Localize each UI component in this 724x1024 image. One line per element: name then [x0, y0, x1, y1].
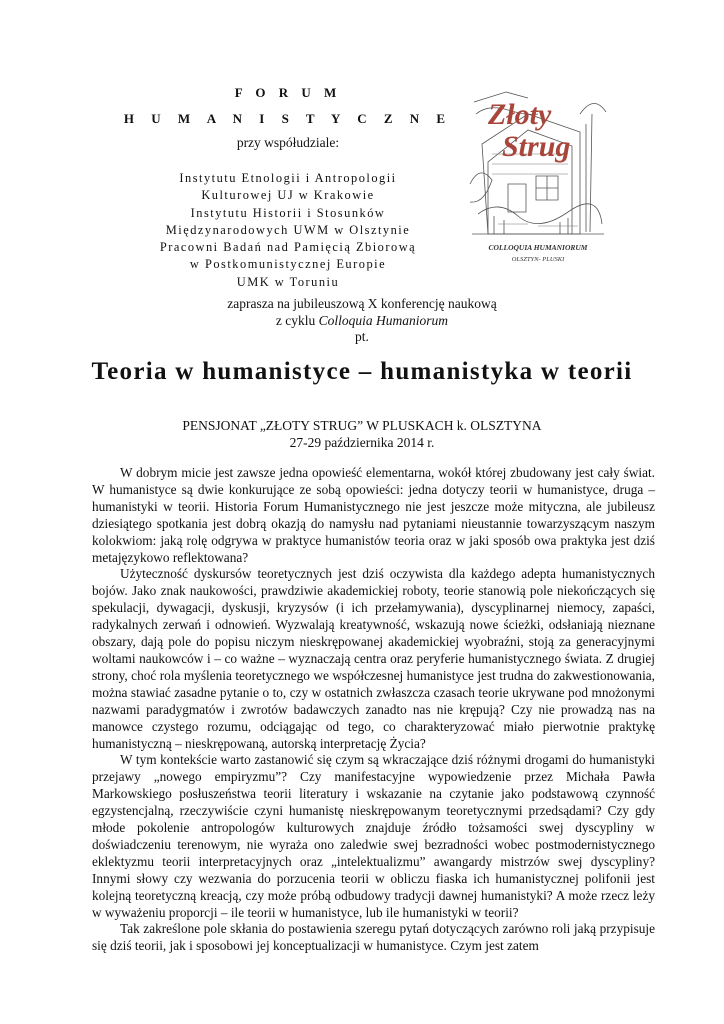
conference-dates: 27-29 października 2014 r.	[289, 434, 435, 450]
logo-word-zloty: Złoty	[488, 98, 552, 131]
institutions-list	[92, 170, 484, 291]
venue-block	[0, 418, 724, 451]
institution-line: Instytutu Historii i Stosunków	[190, 205, 386, 220]
logo-caption-line2: OLSZTYN- PLUSKI	[511, 256, 565, 263]
invitation-line3: pt.	[355, 329, 369, 344]
organizer-name-line1: F O R U M	[234, 85, 342, 100]
invitation-block	[0, 296, 724, 346]
institution-line: UMK w Toruniu	[236, 274, 340, 289]
series-name: Colloquia Humaniorum	[318, 312, 449, 328]
paragraph: W tym kontekście warto zastanowić się czym są wkraczające dziś różnymi drogami do humanistyki przejawy „nowego empiryzmu”? Czy manifestacyjne wypowiedzenie przez Michała Pawła Markowskiego posłuszeństwa teorii literatury i wskazanie na czytanie jako podstawową czynność egzystencjalną, rzeczywiście czyni humanistę nieskrępowanym teoretycznymi przedsądami? Czy gdy młode pokolenie antropologów kulturowych znajduje źródło tożsamości swej dyscypliny w doświadczeniu terenowym, nie wyraża ono zaledwie swej bezradności wobec postmodernistycznego eklektyzmu teorii interpretacyjnych oraz „intelektualizmu” awangardy mistrzów swej dyscypliny? Innymi słowy czy wezwania do porzucenia teorii w obliczu fiaska ich humanistycznej polifonii jest kolejną teoretyczną kreacją, czy może próbą odbudowy tradycji dawnej humanistyki? A może rzecz leży w wyważeniu proporcji – ile teorii w humanistyce, lub ile humanistyki w teorii?	[92, 752, 655, 920]
logo-word-strug: Strug	[502, 130, 571, 163]
paragraph: Użyteczność dyskursów teoretycznych jest dziś oczywista dla każdego adepta humanistycznych bojów. Jako znak naukowości, prawdziwie akademickiej roboty, teorie stanowią pole niekończących się spekulacji, dywagacji, dyskusji, kryzysów (i ich przełamywania), dyscyplinarnej niemocy, zapaści, radykalnych zerwań i odnowień. Wyzwalają kreatywność, wskazują nowe ścieżki, odsłaniają nieznane obszary, dają pole do popisu niczym nieskrępowanej akademickiej wyobraźni, stoją za generacyjnymi woltami naukowców i – co ważne – wyznaczają centra oraz peryferie humanistycznego świata. Z drugiej strony, choć rola myślenia teoretycznego we współczesnej humanistyce jest trudna do zakwestionowania, można stawiać zasadne pytanie o to, czy w ostatnich zwłaszcza czasach teorie ukrywane pod mnożonymi nazwami paradygmatów i zwrotów badawczych zanadto nas nie krępują? Czy nie prowadzą nas na manowce czystego rozumu, odciągając od tego, co charakteryzować miało pierwotnie praktykę humanistyczną – nieskrępowaną, autorską interpretację Życia?	[92, 566, 655, 751]
institution-line: Instytutu Etnologii i Antropologii	[179, 171, 397, 185]
venue-name: PENSJONAT „ZŁOTY STRUG” W PLUSKACH k. OLSZTYNA	[182, 418, 542, 433]
body-text	[92, 465, 655, 955]
zloty-strug-logo	[468, 84, 608, 268]
invitation-prefix: z cyklu	[275, 312, 319, 328]
logo-caption-line1: COLLOQUIA HUMANIORUM	[488, 243, 588, 252]
conference-title: Teoria w humanistyce – humanistyka w teorii	[91, 358, 633, 385]
cooperation-label: przy współudziale:	[236, 135, 340, 150]
institution-line: Międzynarodowych UWM w Olsztynie	[165, 222, 411, 237]
institution-line: w Postkomunistycznej Europie	[189, 257, 387, 272]
organizer-name-line2: H U M A N I S T Y C Z N E	[123, 111, 453, 126]
institution-line: Pracowni Badań nad Pamięcią Zbiorową	[159, 240, 417, 255]
paragraph: Tak zakreślone pole skłania do postawienia szeregu pytań dotyczących zarówno roli jaką przypisuje się dziś teorii, jak i sposobowi jej konceptualizacji w humanistyce. Czym jest zatem	[92, 921, 655, 954]
organizer-block	[92, 84, 484, 291]
institution-line: Kulturowej UJ w Krakowie	[201, 188, 375, 203]
invitation-line1: zaprasza na jubileuszową X konferencję naukową	[227, 296, 497, 311]
paragraph: W dobrym micie jest zawsze jedna opowieść elementarna, wokół której zbudowany jest cały świat. W humanistyce są dwie konkurujące ze sobą opowieści: jedna dotyczy teorii w humanistyce, druga – humanistyki w teorii. Historia Forum Humanistycznego nie jest jeszcze może mityczna, ale jubileusz dziesiątego spotkania jest dobrą okazją do namysłu nad pytaniami nieustannie towarzyszącym naszym kolokwiom: jaką rolę odgrywa w praktyce humanistów teoria oraz w jaki sposób owa praktyka jest dziś metajęzykowo reflektowana?	[92, 465, 655, 565]
invitation-line2	[0, 313, 724, 330]
